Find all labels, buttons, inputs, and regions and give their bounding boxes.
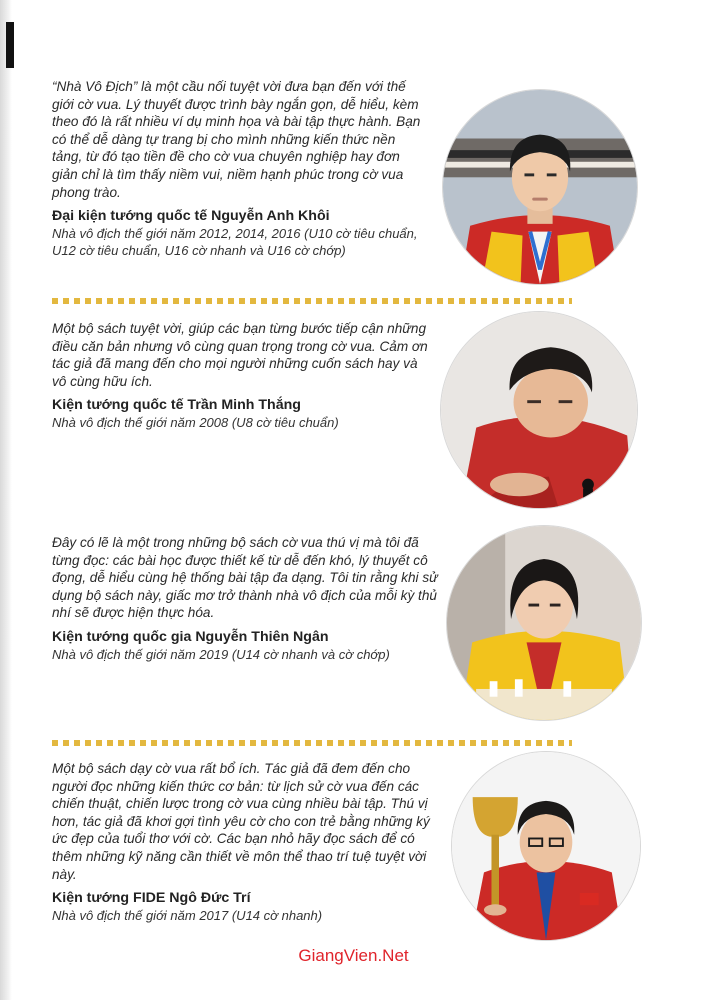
watermark: GiangVien.Net — [298, 946, 409, 965]
testimonial-2 — [52, 320, 432, 431]
testimonial-quote: Một bộ sách tuyệt vời, giúp các bạn từng bước tiếp cận những điều căn bản nhưng vô cùng quan trọng trong cờ vua. Cảm ơn tác giả đã mang đến cho mọi người những cuốn sách hay và vô cùng hữu ích. — [52, 321, 428, 389]
testimonial-name: Đại kiện tướng quốc tế Nguyễn Anh Khôi — [52, 208, 330, 225]
avatar-photo-4 — [452, 752, 640, 940]
testimonial-quote: Đây có lẽ là một trong những bộ sách cờ vua thú vị mà tôi đã từng đọc: các bài học được thiết kế từ dễ đến khó, lý thuyết cô đọng, dễ hiểu cùng hệ thống bài tập đa dạng. Tôi tin rằng khi sử dụng bộ sách này, giấc mơ trở thành nhà vô địch của mỗi kỳ thủ nhí sẽ được hiện thực hóa. — [52, 535, 438, 621]
testimonial-name: Kiện tướng FIDE Ngô Đức Trí — [52, 890, 251, 907]
page-mark — [6, 22, 14, 68]
testimonial-title: Nhà vô địch thế giới năm 2019 (U14 cờ nhanh và cờ chớp) — [52, 646, 390, 662]
testimonial-name: Kiện tướng quốc tế Trần Minh Thắng — [52, 397, 301, 414]
testimonial-1 — [52, 78, 424, 259]
testimonial-quote: “Nhà Vô Địch” là một cầu nối tuyệt vời đưa bạn đến với thế giới cờ vua. Lý thuyết được trình bày ngắn gọn, dễ hiểu, kèm theo đó là rất nhiều ví dụ minh họa và bài tập thực hành. Bạn có thể dễ dàng tự trang bị cho mình những kiến thức nền tảng, từ đó tạo tiền đề cho cờ vua chuyên nghiệp hay đơn giản chỉ là tìm thấy niềm vui, niềm hạnh phúc trong cờ vua phong trào. — [52, 79, 421, 200]
testimonial-quote: Một bộ sách dạy cờ vua rất bổ ích. Tác giả đã đem đến cho người đọc những kiến thức cơ bản: từ lịch sử cờ vua đến các chiến thuật, chiến lược trong cờ vua cùng nhiều bài tập. Thú vị hơn, tác giả đã khơi gợi tình yêu cờ cho con trẻ bằng những ký ức đẹp của tuổi thơ với cờ. Các bạn nhỏ hãy đọc sách để có thêm những kỹ năng cần thiết về môn thể thao trí tuệ tuyệt vời này. — [52, 761, 430, 882]
avatar-photo-3 — [447, 526, 641, 720]
avatar-photo-2 — [441, 312, 637, 508]
dotted-divider — [52, 740, 572, 746]
testimonial-4 — [52, 760, 442, 924]
testimonial-title: Nhà vô địch thế giới năm 2008 (U8 cờ tiêu chuẩn) — [52, 415, 339, 431]
testimonial-title: Nhà vô địch thế giới năm 2012, 2014, 2016 (U10 cờ tiêu chuẩn, U12 cờ tiêu chuẩn, U16 cờ nhanh và U16 cờ chớp) — [52, 226, 418, 259]
testimonial-3 — [52, 534, 440, 663]
page-edge — [0, 0, 12, 1000]
testimonial-name: Kiện tướng quốc gia Nguyễn Thiên Ngân — [52, 628, 329, 645]
testimonial-title: Nhà vô địch thế giới năm 2017 (U14 cờ nhanh) — [52, 908, 323, 924]
dotted-divider — [52, 298, 572, 304]
avatar-photo-1 — [443, 90, 637, 284]
